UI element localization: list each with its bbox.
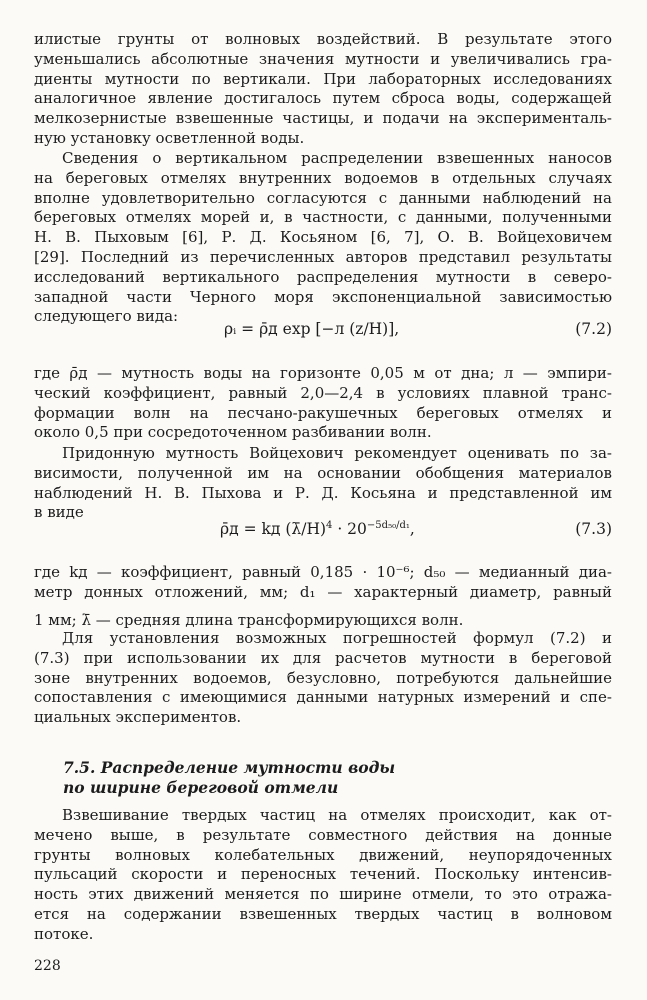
text-line: аналогичное явление достигалось путем сброса воды, содержащей bbox=[34, 89, 612, 108]
text-line: уменьшались абсолютные значения мутности и увеличивались гра- bbox=[34, 49, 612, 68]
text-line: [29]. Последний из перечисленных авторов представил результаты bbox=[34, 247, 612, 266]
text-line: на береговых отмелях внутренних водоемов в отдельных случаях bbox=[34, 168, 612, 187]
formula-number: (7.2) bbox=[575, 320, 612, 338]
text-line: грунты волновых колебательных движений, неупорядоченных bbox=[34, 845, 612, 864]
text-line: где ρ̄д — мутность воды на горизонте 0,05 м от дна; л — эмпири- bbox=[34, 364, 612, 382]
text-line: зоне внутренних водоемов, безусловно, потребуются дальнейшие bbox=[34, 668, 612, 687]
text-line: пульсаций скорости и переносных течений. Поскольку интенсив- bbox=[34, 865, 612, 884]
text-line: (7.3) при использовании их для расчетов мутности в береговой bbox=[34, 648, 612, 667]
formula-tail: , bbox=[409, 520, 415, 538]
text-line: 1 мм; λ̄ — средняя длина трансформирующихся волн. bbox=[34, 610, 464, 629]
paragraph-7 bbox=[34, 806, 612, 945]
text-line: Для установления возможных погрешностей формул (7.2) и bbox=[62, 629, 612, 647]
paragraph-5 bbox=[34, 563, 612, 630]
text-line: следующего вида: bbox=[34, 307, 179, 326]
section-heading bbox=[63, 758, 603, 798]
text-line: Придонную мутность Войцехович рекомендует оценивать по за- bbox=[62, 444, 612, 462]
text-line: Взвешивание твердых частиц на отмелях происходит, как от- bbox=[62, 806, 612, 824]
text-line: около 0,5 при сосредоточенном разбивании волн. bbox=[34, 423, 432, 442]
page-number: 228 bbox=[34, 958, 61, 974]
text-line: метр донных отложений, мм; d₁ — характерный диаметр, равный bbox=[34, 582, 612, 601]
text-line: илистые грунты от волновых воздействий. В результате этого bbox=[34, 30, 612, 48]
formula-middle: · 20 bbox=[332, 520, 367, 538]
text-line: Сведения о вертикальном распределении взвешенных наносов bbox=[62, 149, 612, 167]
text-line: ется на содержании взвешенных твердых частиц в волновом bbox=[34, 904, 612, 923]
text-line: ческий коэффициент, равный 2,0—2,4 в условиях плавной транс- bbox=[34, 383, 612, 402]
formula-expression bbox=[220, 518, 415, 540]
paragraph-6 bbox=[34, 629, 612, 728]
text-line: ность этих движений меняется по ширине отмели, то это отража- bbox=[34, 885, 612, 904]
text-line: в виде bbox=[34, 503, 84, 522]
text-line: западной части Черного моря экспоненциальной зависимостью bbox=[34, 287, 612, 306]
text-line: вполне удовлетворительно согласуются с данными наблюдений на bbox=[34, 188, 612, 207]
paragraph-2 bbox=[34, 149, 612, 327]
text-line: диенты мутности по вертикали. При лабораторных исследованиях bbox=[34, 69, 612, 88]
text-line: Н. В. Пыховым [6], Р. Д. Косьяном [6, 7], О. В. Войцеховичем bbox=[34, 228, 612, 247]
text-line: висимости, полученной им на основании обобщения материалов bbox=[34, 463, 612, 482]
formula-exponent: 4 bbox=[326, 519, 333, 531]
text-line: циальных экспериментов. bbox=[34, 708, 242, 727]
heading-line: 7.5. Распределение мутности воды bbox=[63, 758, 396, 777]
text-line: сопоставления с имеющимися данными натурных измерений и спе- bbox=[34, 688, 612, 707]
paragraph-4 bbox=[34, 444, 612, 523]
formula-number: (7.3) bbox=[575, 520, 612, 538]
formula-7-3 bbox=[34, 518, 612, 540]
text-line: мечено выше, в результате совместного действия на донные bbox=[34, 825, 612, 844]
heading-line: по ширине береговой отмели bbox=[63, 778, 339, 797]
formula-7-2 bbox=[34, 318, 612, 340]
paragraph-3 bbox=[34, 364, 612, 443]
text-line: исследований вертикального распределения мутности в северо- bbox=[34, 267, 612, 286]
paragraph-1 bbox=[34, 30, 612, 149]
text-line: формации волн на песчано-ракушечных береговых отмелях и bbox=[34, 403, 612, 422]
text-line: потоке. bbox=[34, 924, 94, 943]
text-line: где kд — коэффициент, равный 0,185 · 10⁻⁶; d₅₀ — медианный диа- bbox=[34, 563, 612, 581]
text-line: наблюдений Н. В. Пыхова и Р. Д. Косьяна и представленной им bbox=[34, 483, 612, 502]
formula-expression: ρᵢ = ρ̄д exp [−л (z/H)], bbox=[224, 320, 400, 338]
text-line: береговых отмелях морей и, в частности, с данными, полученными bbox=[34, 208, 612, 227]
text-line: ную установку осветленной воды. bbox=[34, 128, 305, 147]
formula-lhs: ρ̄д = kд (λ̄/H) bbox=[220, 520, 327, 538]
text-line: мелкозернистые взвешенные частицы, и подачи на эксперименталь- bbox=[34, 109, 612, 128]
formula-exponent: −5d₅₀/d₁ bbox=[366, 519, 410, 531]
